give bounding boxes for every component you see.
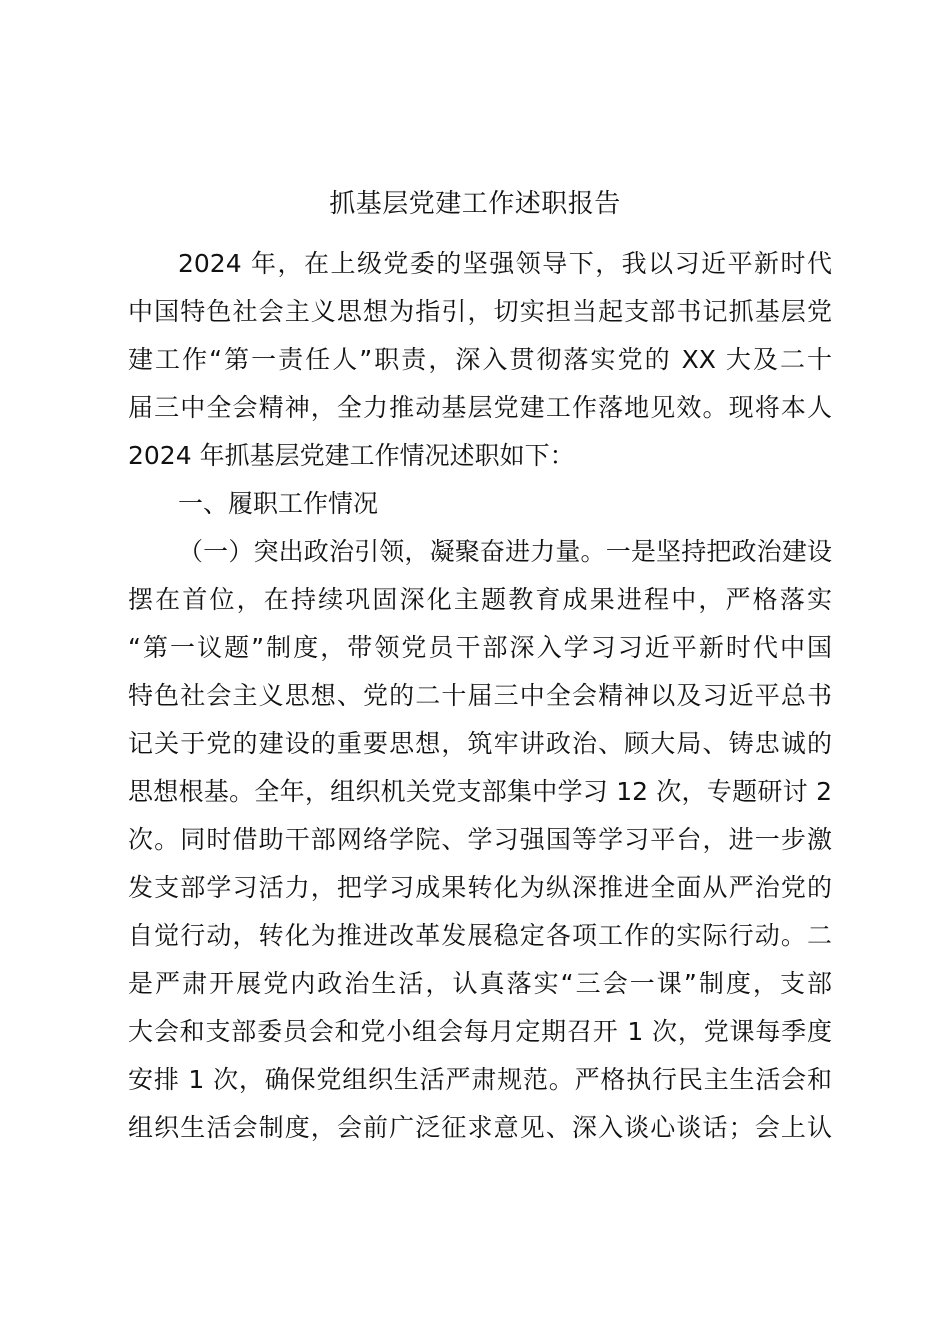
text-line: 摆在首位，在持续巩固深化主题教育成果进程中，严格落实: [128, 585, 832, 614]
text-line: 特色社会主义思想、党的二十届三中全会精神以及习近平总书: [128, 681, 832, 710]
text-line: 记关于党的建设的重要思想，筑牢讲政治、顾大局、铸忠诚的: [128, 729, 832, 758]
text-line: 建工作“第一责任人”职责，深入贯彻落实党的 XX 大及二十: [128, 345, 832, 374]
text-line: 思想根基。全年，组织机关党支部集中学习 12 次，专题研讨 2: [128, 777, 832, 806]
text-line: 自觉行动，转化为推进改革发展稳定各项工作的实际行动。二: [128, 921, 832, 950]
text-line: 大会和支部委员会和党小组会每月定期召开 1 次，党课每季度: [128, 1017, 832, 1046]
text-line: 发支部学习活力，把学习成果转化为纵深推进全面从严治党的: [128, 873, 832, 902]
text-line: （一）突出政治引领，凝聚奋进力量。一是坚持把政治建设: [178, 537, 832, 566]
text-line: 届三中全会精神，全力推动基层党建工作落地见效。现将本人: [128, 393, 832, 422]
text-line: 组织生活会制度，会前广泛征求意见、深入谈心谈话；会上认: [128, 1113, 832, 1142]
text-line: 次。同时借助干部网络学院、学习强国等学习平台，进一步激: [128, 825, 832, 854]
text-line: “第一议题”制度，带领党员干部深入学习习近平新时代中国: [128, 633, 832, 662]
text-line: 中国特色社会主义思想为指引，切实担当起支部书记抓基层党: [128, 297, 832, 326]
text-line: 安排 1 次，确保党组织生活严肃规范。严格执行民主生活会和: [128, 1065, 832, 1094]
text-line: 是严肃开展党内政治生活，认真落实“三会一课”制度，支部: [128, 969, 832, 998]
text-line: 2024 年抓基层党建工作情况述职如下：: [128, 441, 575, 470]
document-title: 抓基层党建工作述职报告: [329, 189, 621, 219]
section-heading: 一、履职工作情况: [178, 489, 379, 518]
text-line: 2024 年，在上级党委的坚强领导下，我以习近平新时代: [178, 249, 832, 278]
